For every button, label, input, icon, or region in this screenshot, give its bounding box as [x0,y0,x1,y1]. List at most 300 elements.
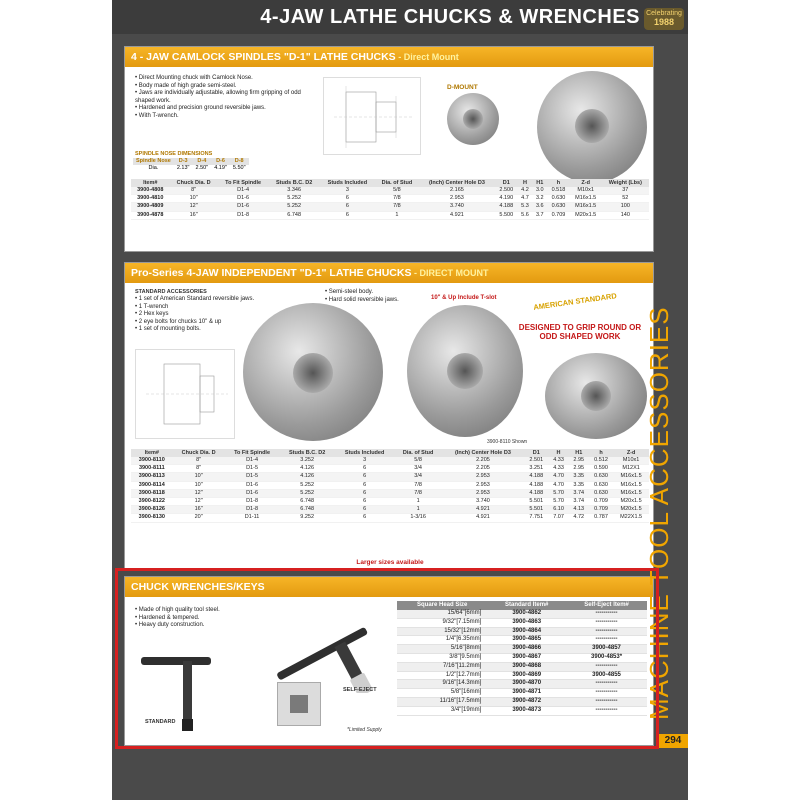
header-bar [112,0,688,34]
nose-dims-title: SPINDLE NOSE DIMENSIONS [135,151,213,157]
table-cell: 3900-8130 [131,514,173,522]
table-row [131,195,649,203]
section-prefix: Pro-Series [131,267,184,279]
list-item: • 1 set of American Standard reversible jaws. [135,296,295,304]
table-cell: 3.740 [419,203,495,211]
table-row [397,671,647,680]
table-cell: 3.7 [532,211,547,219]
table-cell: 7/16"[11.2mm] [397,662,487,671]
table-cell: 4.921 [442,506,524,514]
table-cell: 3900-4878 [131,211,170,219]
table-cell: 16" [170,211,218,219]
standard-label: STANDARD [145,719,176,725]
column-header: Z-d [613,449,649,457]
table-cell: 6 [335,498,395,506]
badge-line2: 1988 [653,17,675,27]
column-header: h [547,179,570,187]
column-header: To Fit Spindle [218,179,269,187]
table-cell: 3900-4866 [487,645,566,654]
accessories-title: STANDARD ACCESSORIES [135,289,207,295]
table-cell: 0.518 [547,187,570,195]
table-cell: 3 [335,457,395,465]
table-cell: ----------- [566,610,647,618]
column-header: Self-Eject Item# [566,601,647,610]
table-cell: 52 [602,195,649,203]
table-cell: 0.512 [589,457,613,465]
table-row [131,203,649,211]
table-cell: 4.13 [569,506,589,514]
table-cell: 3/8"[9.5mm] [397,653,487,662]
table-cell: 4.188 [495,203,518,211]
table-cell: M16x1.5 [570,195,602,203]
table-cell: 5.252 [279,489,334,497]
table-cell: 2.13" [176,165,190,171]
table-cell: 2.953 [419,195,495,203]
table-row [397,697,647,706]
table-cell: 12" [173,489,225,497]
list-item: • Heavy duty construction. [135,622,285,630]
table-cell: 0.630 [547,195,570,203]
table-cell: M16x1.5 [613,473,649,481]
table-row [131,489,649,497]
table-cell: M10x1 [613,457,649,465]
chuck-photo-tslot [407,305,523,437]
table-cell: 37 [602,187,649,195]
table-cell: 5/16"[8mm] [397,645,487,654]
table-cell: 3900-8111 [131,465,173,473]
table-cell: 5.252 [268,203,319,211]
column-header: H [518,179,533,187]
column-header: Studs Included [335,449,395,457]
column-header: Studs B.C. D2 [268,179,319,187]
shown-label: 3900-8110 Shown [487,439,528,445]
table-row [397,636,647,645]
table-header-row [131,449,649,457]
table-cell: 1-3/16 [394,514,441,522]
column-header: h [589,449,613,457]
table-cell: D1-6 [225,489,280,497]
table-cell: 3900-4862 [487,610,566,618]
list-item: • Semi-steel body. [325,289,445,297]
table-cell: 7/8 [375,195,419,203]
table-cell: 5.501 [524,506,548,514]
column-header: H1 [532,179,547,187]
table-cell: 0.630 [589,473,613,481]
table-cell: ----------- [566,706,647,715]
table-cell: 3.6 [532,203,547,211]
table-cell: 3900-4865 [487,636,566,645]
table-cell: 4.19" [214,165,227,171]
section-header [125,577,653,597]
self-eject-wrench-image [275,603,395,693]
table-cell: 7/8 [394,489,441,497]
table-cell: 8" [170,187,218,195]
table-cell: D1-8 [225,498,280,506]
table-cell: 3.74 [569,498,589,506]
chuck-photo-front [243,303,383,441]
page-number: 294 [658,734,688,748]
table-cell: 3900-4869 [487,671,566,680]
column-header: H [548,449,568,457]
table-row [397,662,647,671]
section-title: 4-JAW INDEPENDENT "D-1" LATHE CHUCKS [183,267,412,279]
badge-line1: Celebrating [646,10,682,17]
table-cell: 2.953 [442,489,524,497]
table-row [397,706,647,715]
catalog-page [112,0,688,800]
table-cell: D1-6 [225,481,280,489]
wrench-spec-table [397,601,647,716]
table-cell: 3.35 [569,481,589,489]
table-cell: 2.205 [442,457,524,465]
table-cell: D1-6 [218,195,269,203]
table-cell: 6 [320,195,375,203]
table-cell: 10" [173,481,225,489]
table-cell: 4.126 [279,465,334,473]
table-cell: 1 [394,506,441,514]
table-cell: 4.33 [548,457,568,465]
table-cell: 5.500 [495,211,518,219]
table-cell: 2.953 [442,481,524,489]
table-cell: 5/8 [375,187,419,195]
table-cell: D1-8 [225,506,280,514]
table-cell: 0.787 [589,514,613,522]
table-cell: 4.33 [548,465,568,473]
column-header: Square Head Size [397,601,487,610]
table-cell: 2.95 [569,465,589,473]
table-cell: 0.630 [547,203,570,211]
table-cell: 6 [335,465,395,473]
camlock-spec-table [131,179,649,220]
column-header: D1 [495,179,518,187]
column-header: Weight (Lbs) [602,179,649,187]
table-cell: 10" [173,473,225,481]
table-cell: 16" [173,506,225,514]
table-cell: 1 [394,498,441,506]
camlock-chucks-section [124,46,654,252]
table-row [131,498,649,506]
table-cell: 7/8 [394,481,441,489]
feature-list [135,75,315,120]
table-cell: 3.74 [569,489,589,497]
list-item: • 2 eye bolts for chucks 10" & up [135,319,295,327]
table-cell: 3/4 [394,473,441,481]
table-cell: 3900-8114 [131,481,173,489]
table-cell: 2.165 [419,187,495,195]
table-cell: 6 [320,211,375,219]
table-cell: 3900-4855 [566,671,647,680]
section-title: 4 - JAW CAMLOCK SPINDLES "D-1" LATHE CHUCKS [131,51,396,63]
table-cell: 5.70 [548,498,568,506]
list-item: • 1 T-wrench [135,304,295,312]
table-cell: 5.50" [232,165,246,171]
table-cell: ----------- [566,697,647,706]
feature-list [325,289,445,304]
table-cell: 0.709 [589,498,613,506]
table-cell: 20" [173,514,225,522]
table-row [133,165,249,172]
table-cell: M16x1.5 [570,203,602,211]
dmount-photo [447,93,499,145]
table-cell: M20x1.5 [613,506,649,514]
table-cell: ----------- [566,680,647,689]
table-row [131,473,649,481]
table-cell: M20x1.5 [570,211,602,219]
spindle-nose-table [133,158,249,172]
table-row [131,514,649,522]
square-head-photo [277,682,321,726]
table-cell: ----------- [566,636,647,645]
table-cell: 2.50" [195,165,209,171]
table-row [397,610,647,618]
table-row [131,481,649,489]
table-cell: 3900-8110 [131,457,173,465]
table-header-row [397,601,647,610]
table-cell: ----------- [566,689,647,698]
table-cell: 1/2"[12.7mm] [397,671,487,680]
table-cell: 4.72 [569,514,589,522]
table-cell: 0.590 [589,465,613,473]
table-cell: D-6 [211,158,230,165]
list-item: • Jaws are individually adjustable, allowing firm gripping of odd shaped work. [135,90,315,105]
wrenches-section [124,576,654,746]
table-cell: 2.500 [495,187,518,195]
table-cell: 6 [335,514,395,522]
table-cell: 0.630 [589,489,613,497]
table-cell: 4.7 [518,195,533,203]
table-cell: D1-5 [225,465,280,473]
table-cell: 1/4"[6.35mm] [397,636,487,645]
table-cell: 3900-4864 [487,627,566,636]
table-cell: 3900-4857 [566,645,647,654]
table-cell: 6 [320,203,375,211]
table-cell: 2.953 [442,473,524,481]
table-cell: 6 [335,506,395,514]
table-cell: 6 [335,489,395,497]
table-cell: 2.95 [569,457,589,465]
table-cell: 3900-4868 [487,662,566,671]
table-cell: Dia. [148,165,159,171]
independent-spec-table [131,449,649,523]
table-cell: 7.751 [524,514,548,522]
table-cell: 4.188 [524,473,548,481]
table-cell: 6.748 [279,506,334,514]
table-cell: 1 [375,211,419,219]
table-cell: 5.70 [548,489,568,497]
table-cell: 3900-8126 [131,506,173,514]
table-cell: 3900-4873 [487,706,566,715]
table-row [397,680,647,689]
table-row [131,465,649,473]
table-row [397,645,647,654]
table-cell: 6.748 [279,498,334,506]
column-header: Standard Item# [487,601,566,610]
column-header: Item# [131,449,173,457]
table-cell: M12X1 [613,465,649,473]
table-cell: 3900-4810 [131,195,170,203]
list-item: • With T-wrench. [135,113,315,121]
list-item: • Direct Mounting chuck with Camlock Nose. [135,75,315,83]
table-cell: D-8 [230,158,249,165]
feature-list [135,607,285,630]
table-cell: 12" [170,203,218,211]
larger-sizes-note: Larger sizes available [356,559,424,566]
independent-chucks-section [124,262,654,570]
table-cell: 15/64"[6mm] [397,610,487,618]
column-header: Chuck Dia. D [173,449,225,457]
table-cell: D-3 [174,158,193,165]
table-cell: 4.70 [548,481,568,489]
table-cell: 3.0 [532,187,547,195]
table-cell: D1-11 [225,514,280,522]
list-item: • Hard solid reversible jaws. [325,297,445,305]
grip-callout: DESIGNED TO GRIP ROUND OR ODD SHAPED WORK [518,323,642,341]
table-cell: 3.35 [569,473,589,481]
table-cell: 4.70 [548,473,568,481]
table-row [131,457,649,465]
table-cell: 4.188 [524,489,548,497]
table-row [131,187,649,195]
table-cell: 4.190 [495,195,518,203]
table-cell: 9/32"[7.15mm] [397,618,487,627]
table-row [397,653,647,662]
column-header: Item# [131,179,170,187]
table-cell: 5.252 [268,195,319,203]
column-header: (Inch) Center Hole D3 [442,449,524,457]
table-cell: 0.630 [589,481,613,489]
table-cell: D1-6 [218,203,269,211]
list-item: • Made of high quality tool steel. [135,607,285,615]
section-header [125,263,653,283]
technical-drawing [323,77,421,155]
table-cell: 3900-4863 [487,618,566,627]
table-cell: 9.252 [279,514,334,522]
table-header-row [131,179,649,187]
table-cell: M22X1.5 [613,514,649,522]
list-item: • Hardened and precision ground reversible jaws. [135,105,315,113]
table-cell: 3900-8122 [131,498,173,506]
table-cell: M20x1.5 [613,498,649,506]
section-title-suffix: - Direct Mount [395,52,459,62]
table-cell: D1-5 [225,473,280,481]
page-title: 4-JAW LATHE CHUCKS & WRENCHES [260,6,640,28]
drawing-lines [324,78,422,156]
table-cell: 6.748 [268,211,319,219]
table-cell: 7.07 [548,514,568,522]
chuck-photo [537,71,647,183]
table-cell: 8" [173,465,225,473]
table-cell: 3900-8118 [131,489,173,497]
table-row [133,158,249,165]
section-header [125,47,653,67]
table-cell: 2.205 [442,465,524,473]
column-header: Dia. of Stud [394,449,441,457]
table-row [397,627,647,636]
column-header: Studs B.C. D2 [279,449,334,457]
column-header: To Fit Spindle [225,449,280,457]
table-cell: ----------- [566,662,647,671]
table-cell: 3/4 [394,465,441,473]
brand-label: AMERICAN STANDARD [532,291,618,312]
table-cell: 15/32"[12mm] [397,627,487,636]
list-item: • Body made of high grade semi-steel. [135,83,315,91]
table-cell: 4.921 [419,211,495,219]
column-header: Studs Included [320,179,375,187]
table-cell: 5.3 [518,203,533,211]
table-cell: 0.709 [547,211,570,219]
table-cell: 4.2 [518,187,533,195]
table-row [397,689,647,698]
table-cell: 3.252 [279,457,334,465]
table-cell: 9/16"[14.3mm] [397,680,487,689]
section-title: CHUCK WRENCHES/KEYS [131,581,265,593]
table-cell: 4.188 [524,481,548,489]
table-cell: 5.252 [279,481,334,489]
anniversary-badge [644,8,684,30]
table-cell: 10" [170,195,218,203]
table-cell: ----------- [566,618,647,627]
table-cell: 3900-4809 [131,203,170,211]
table-cell: 5/8 [394,457,441,465]
table-cell: M16x1.5 [613,481,649,489]
list-item: • Hardened & tempered. [135,615,285,623]
table-cell: 5.501 [524,498,548,506]
table-cell: 140 [602,211,649,219]
column-header: (Inch) Center Hole D3 [419,179,495,187]
table-cell: 4.921 [442,514,524,522]
dmount-label: D-MOUNT [447,84,478,91]
table-cell: 8" [173,457,225,465]
table-cell: 6.10 [548,506,568,514]
table-cell: 3900-4853* [566,653,647,662]
table-cell: 100 [602,203,649,211]
table-cell: 6 [335,473,395,481]
table-cell: 3/4"[19mm] [397,706,487,715]
table-cell: M10x1 [570,187,602,195]
table-cell: 5/8"[16mm] [397,689,487,698]
table-cell: 6 [335,481,395,489]
table-cell: D1-8 [218,211,269,219]
list-item: • 1 set of mounting bolts. [135,326,295,334]
drawing-lines [136,350,236,440]
table-row [131,506,649,514]
table-cell: 7/8 [375,203,419,211]
table-cell: 3900-4867 [487,653,566,662]
tslot-label: 10" & Up Include T-slot [431,295,497,301]
list-item: • 2 Hex keys [135,311,295,319]
table-cell: 3.346 [268,187,319,195]
table-cell: 3900-4871 [487,689,566,698]
table-cell: ----------- [566,627,647,636]
table-cell: 5.6 [518,211,533,219]
table-cell: D1-4 [225,457,280,465]
table-cell: D-4 [193,158,212,165]
table-cell: 11/16"[17.5mm] [397,697,487,706]
section-title-suffix: - DIRECT MOUNT [411,268,489,278]
technical-drawing [135,349,235,439]
column-header: Dia. of Stud [375,179,419,187]
table-cell: 4.126 [279,473,334,481]
table-cell: 3900-4808 [131,187,170,195]
column-header: D1 [524,449,548,457]
sidebar-label: MACHINE TOOL ACCESSORIES [644,306,674,720]
table-cell: 3900-4872 [487,697,566,706]
limited-supply-note: *Limited Supply [347,727,382,733]
column-header: Chuck Dia. D [170,179,218,187]
table-cell: 3.2 [532,195,547,203]
table-cell: 12" [173,498,225,506]
table-cell: D1-4 [218,187,269,195]
